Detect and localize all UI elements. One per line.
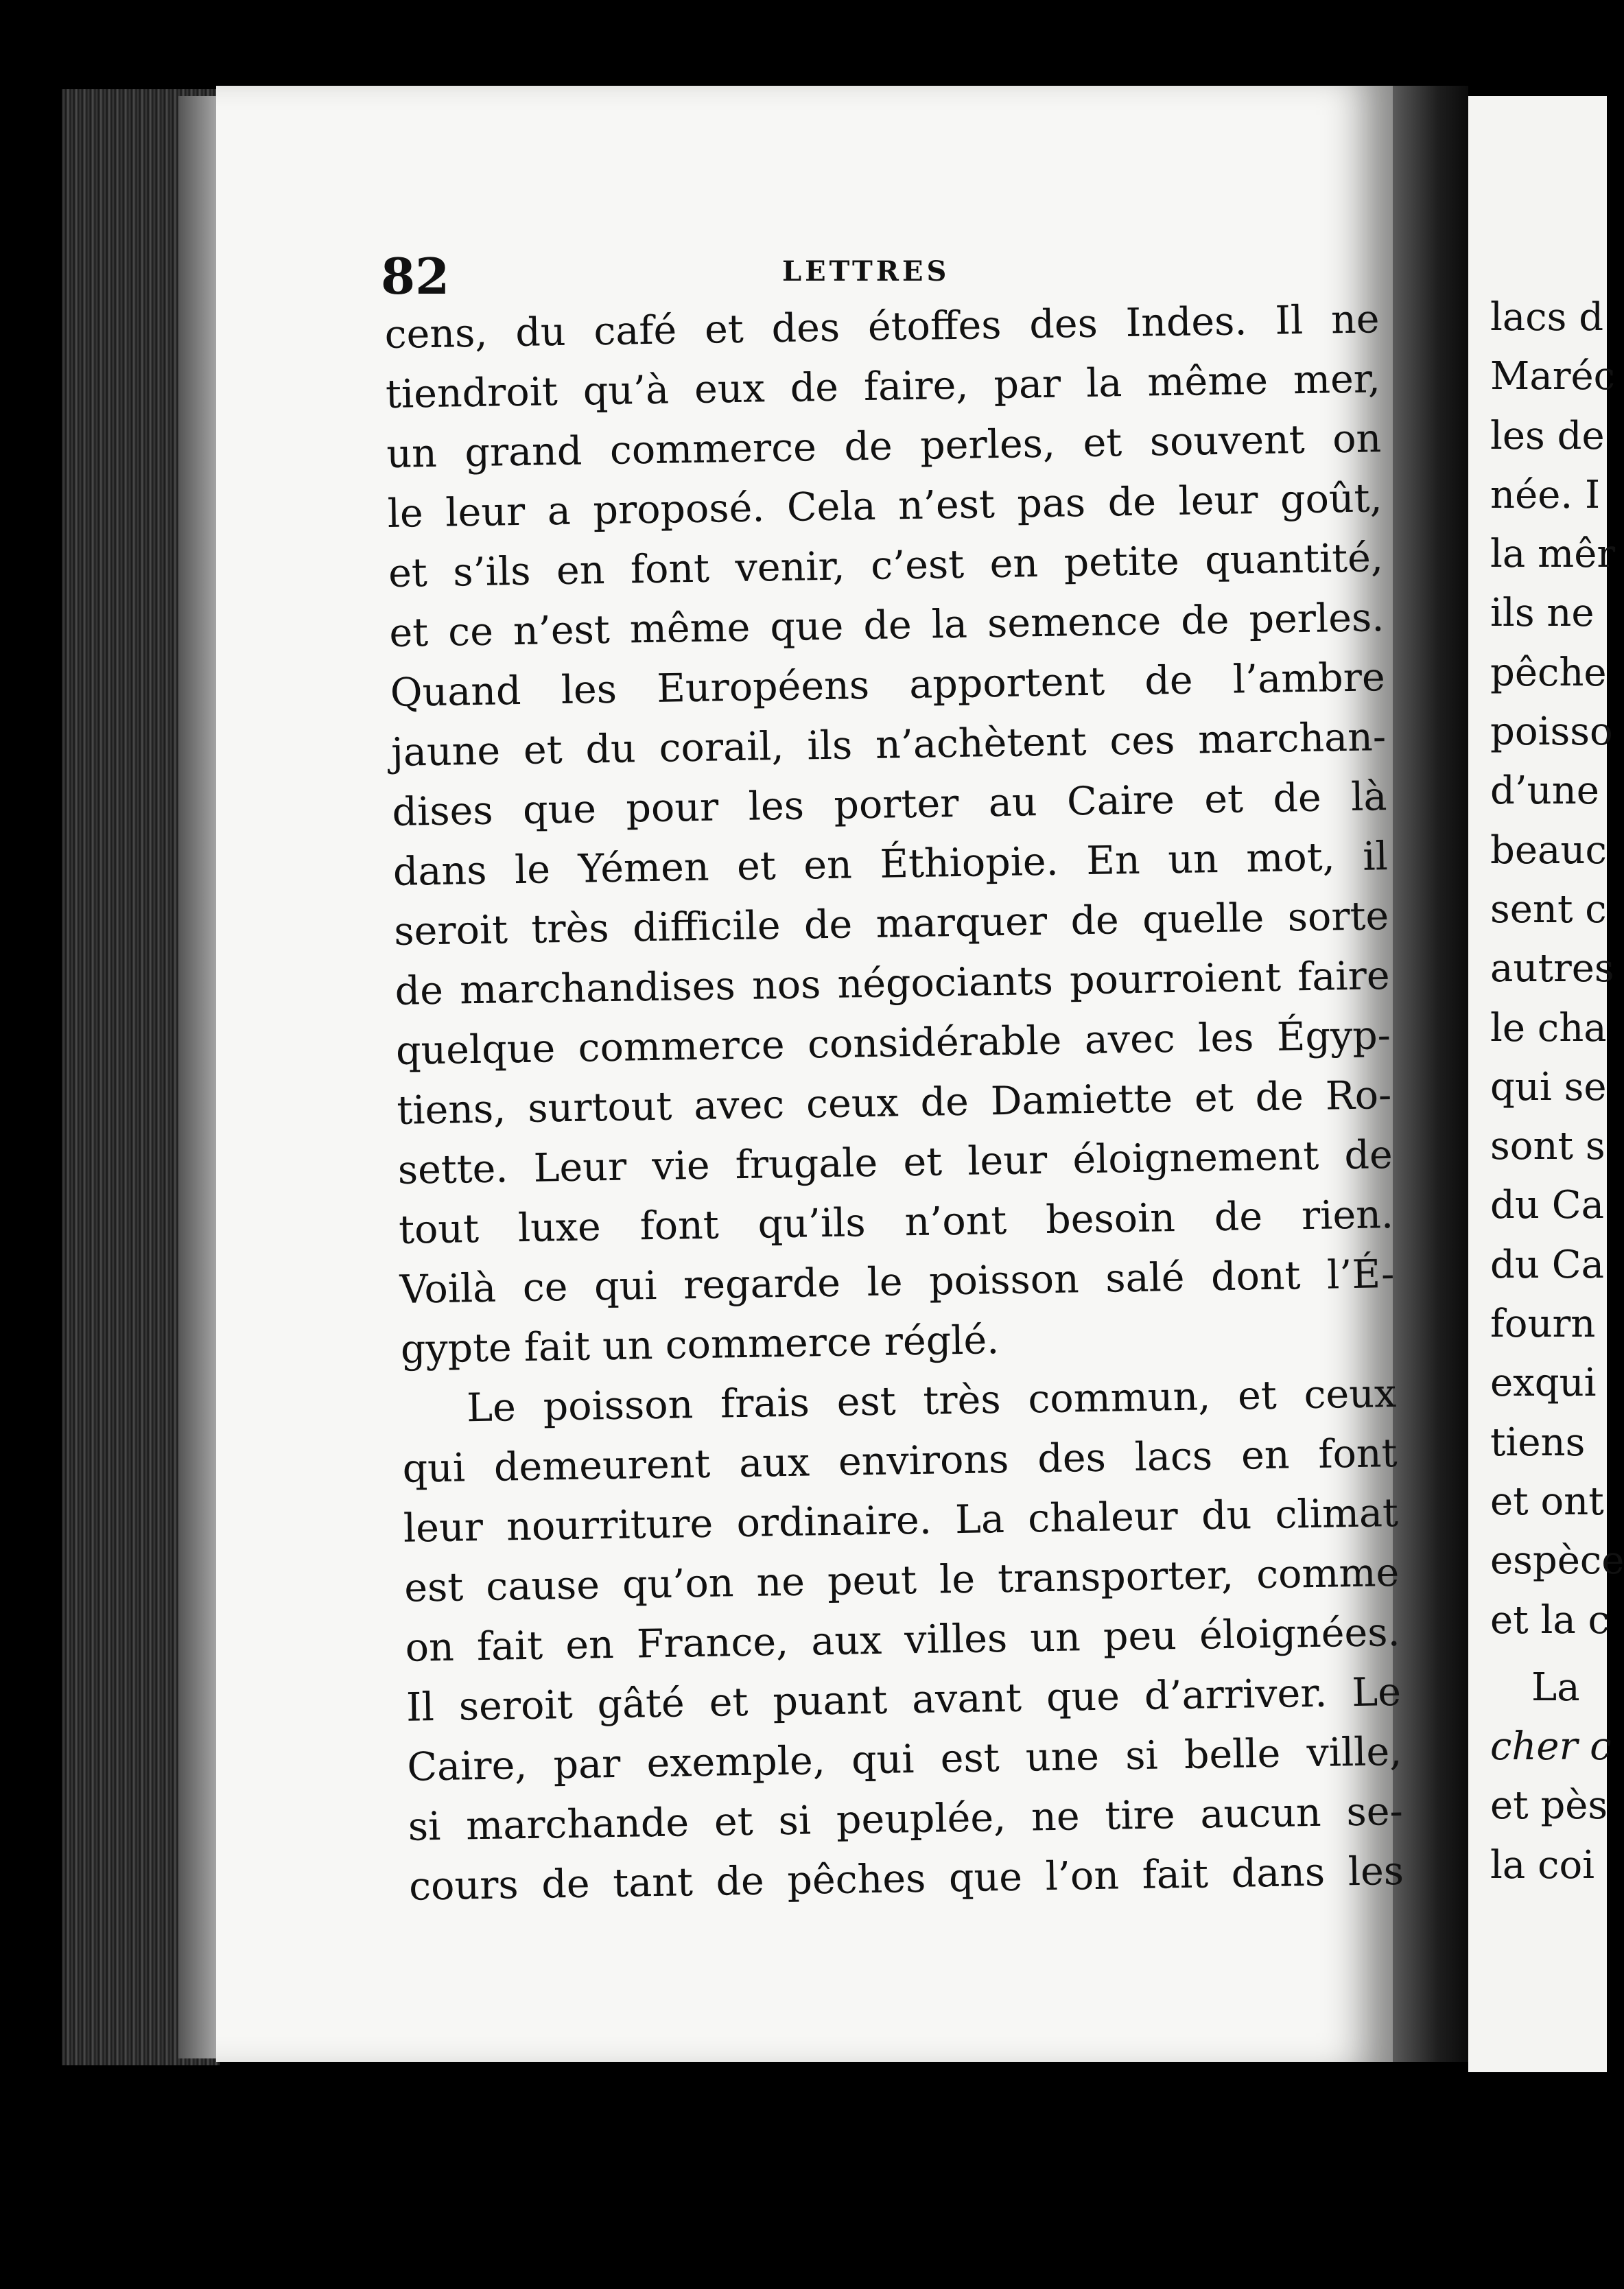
book-gutter	[1393, 86, 1468, 2062]
facing-text-line: cher c	[1490, 1724, 1612, 1770]
facing-text-line: Maréc	[1490, 354, 1615, 399]
facing-text-line: espèce	[1490, 1538, 1624, 1584]
facing-text-line: et ont	[1490, 1479, 1604, 1524]
text-line: si marchande et si peuplée, ne tire aucun se-	[408, 1788, 1404, 1850]
facing-text-line: la mêr	[1490, 532, 1616, 577]
page-number: 82	[381, 247, 450, 305]
running-head: LETTRES	[782, 255, 950, 287]
text-line: tiens, surtout avec ceux de Damiette et de Ro-	[396, 1072, 1392, 1134]
text-line: est cause qu’on ne peut le transporter, comme	[403, 1549, 1400, 1611]
text-line: cours de tant de pêches que l’on fait dans les	[408, 1848, 1404, 1910]
text-line: on fait en France, aux villes un peu éloignées.	[405, 1609, 1401, 1671]
text-line: qui demeurent aux environs des lacs en font	[402, 1431, 1398, 1492]
text-line: un grand commerce de perles, et souvent on	[386, 416, 1382, 477]
facing-text-line: lacs d	[1490, 295, 1604, 340]
facing-text-line: née. I	[1490, 472, 1601, 517]
text-line: cens, du café et des étoffes des Indes. Il ne	[384, 296, 1380, 357]
text-line: quelque commerce considérable avec les Égyp-	[395, 1013, 1391, 1074]
body-text	[384, 290, 1404, 1916]
text-line: tout luxe font qu’ils n’ont besoin de rien.	[398, 1192, 1394, 1253]
facing-text-line: ils ne	[1490, 591, 1594, 636]
page-edge-shadow	[178, 96, 220, 2058]
facing-text-line: et pès	[1490, 1783, 1608, 1829]
text-line: gypte fait un commerce réglé.	[400, 1317, 1000, 1372]
facing-text-line: poisso	[1490, 709, 1613, 755]
facing-text-line: sent c	[1490, 887, 1607, 932]
facing-text-line: et la c	[1490, 1597, 1610, 1643]
facing-text-line: autres	[1490, 946, 1614, 991]
facing-page-text	[1490, 288, 1624, 1895]
text-line: seroit très difficile de marquer de quelle sorte	[393, 893, 1389, 954]
text-line: Le poisson frais est très commun, et ceux	[466, 1371, 1397, 1431]
text-line: le leur a proposé. Cela n’est pas de leur goût,	[387, 476, 1383, 537]
text-line: Quand les Européens apportent de l’ambre	[390, 655, 1386, 716]
facing-text-line: du Ca	[1490, 1183, 1604, 1228]
facing-text-line: beauc	[1490, 827, 1607, 873]
facing-text-line: sont s	[1490, 1124, 1605, 1169]
facing-text-line: La	[1531, 1665, 1580, 1710]
facing-text-line: les de	[1490, 413, 1605, 458]
text-line: Caire, par exemple, qui est une si belle ville,	[406, 1728, 1402, 1790]
facing-text-line: tiens	[1490, 1420, 1586, 1465]
text-line: et s’ils en font venir, c’est en petite quantité,	[388, 535, 1384, 596]
text-line: de marchandises nos négociants pourroient faire	[395, 953, 1391, 1014]
facing-text-line: qui se	[1490, 1064, 1607, 1110]
facing-text-line: la coi	[1490, 1842, 1595, 1888]
facing-text-line: pêche	[1490, 650, 1607, 695]
text-line: Voilà ce qui regarde le poisson salé dont l’É-	[399, 1252, 1395, 1313]
facing-text-line: du Ca	[1490, 1242, 1604, 1287]
text-line: leur nourriture ordinaire. La chaleur du climat	[403, 1490, 1399, 1551]
text-line: dans le Yémen et en Éthiopie. En un mot, il	[392, 834, 1389, 895]
text-line: dises que pour les porter au Caire et de là	[392, 774, 1387, 835]
facing-text-line: d’une	[1490, 768, 1599, 814]
text-line: jaune et du corail, ils n’achètent ces marchan-	[390, 714, 1387, 775]
facing-text-line: le cha	[1490, 1005, 1607, 1050]
text-line: sette. Leur vie frugale et leur éloignement de	[397, 1132, 1393, 1193]
text-line: et ce n’est même que de la semence de perles.	[388, 595, 1385, 656]
facing-text-line: fourn	[1490, 1302, 1596, 1347]
facing-text-line: exqui	[1490, 1361, 1597, 1406]
text-line: Il seroit gâté et puant avant que d’arriver. Le	[405, 1669, 1402, 1730]
text-line: tiendroit qu’à eux de faire, par la même mer,	[385, 356, 1381, 417]
